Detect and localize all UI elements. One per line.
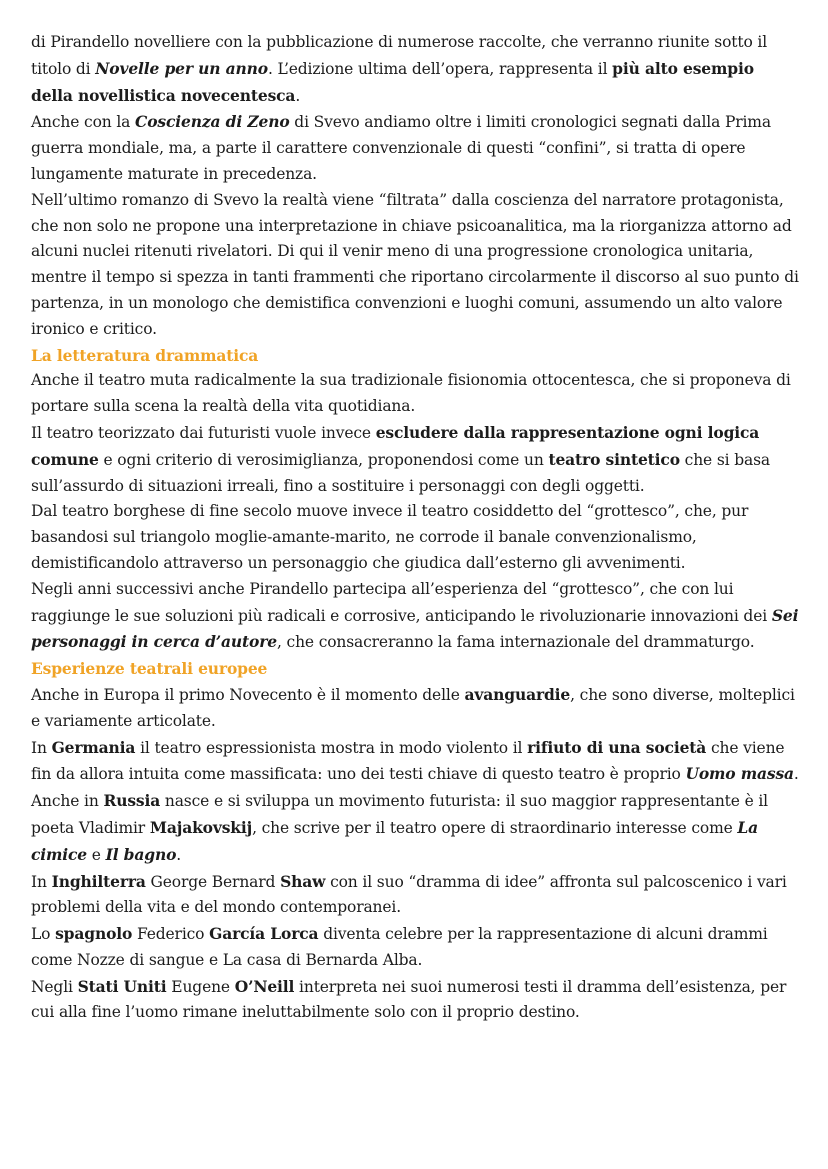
emphasized-text: Germania	[51, 737, 136, 757]
emphasized-text: Novelle per un anno	[95, 58, 268, 78]
text-run: di Pirandello novelliere con la pubblicazione di numerose raccolte, che verranno riunite sotto il titolo di	[31, 33, 768, 78]
text-run: e ogni criterio di verosimiglianza, proponendosi come un	[98, 450, 549, 469]
text-run: che viene fin da allora intuita come massificata: uno dei testi chiave di questo teatro è proprio	[31, 738, 785, 784]
emphasized-text: spagnolo	[55, 924, 133, 944]
text-run: Negli	[31, 977, 78, 996]
text-run: e	[87, 845, 106, 864]
emphasized-text: più alto esempio della novellistica novecentesca	[31, 58, 754, 105]
text-run: diventa celebre per la rappresentazione di alcuni drammi come Nozze di sangue e La casa di Bernarda Alba.	[31, 925, 768, 969]
emphasized-text: Inghilterra	[51, 871, 146, 891]
text-run: La letteratura drammatica	[31, 345, 259, 365]
emphasized-text: escludere dalla rappresentazione ogni logica comune	[31, 422, 760, 469]
text-run: . L’edizione ultima dell’opera, rappresenta il	[267, 59, 613, 78]
text-run: Federico	[132, 925, 210, 944]
text-run: il teatro espressionista mostra in modo violento il	[135, 738, 528, 757]
paragraph	[31, 109, 800, 187]
text-run: Eugene	[166, 977, 235, 996]
text-run: nasce e si sviluppa un movimento futurista: il suo maggior rappresentante è il poeta Vladimir	[31, 792, 768, 837]
paragraph	[31, 974, 800, 1027]
text-run: Dal teatro borghese di fine secolo muove invece il teatro cosiddetto del “grottesco”, che, pur basandosi sul triangolo moglie-amante-marito, ne corrode il banale convenzionalismo, demistificandolo attraverso un personaggio che giudica dall’esterno gli avvenimenti.	[31, 502, 749, 572]
emphasized-text: Il bagno	[105, 844, 177, 864]
text-run: con il suo “dramma di idee” affronta sul palcoscenico i vari problemi della vita e del mondo contemporanei.	[31, 872, 787, 917]
paragraph	[31, 788, 800, 868]
emphasized-text: Shaw	[280, 871, 326, 891]
paragraph	[31, 577, 800, 656]
emphasized-text: O’Neill	[234, 976, 295, 996]
text-run: In	[31, 872, 52, 891]
paragraph	[31, 30, 800, 109]
text-run: , che sono diverse, molteplici e variamente articolate.	[31, 685, 795, 730]
emphasized-text: rifiuto di una società	[527, 737, 707, 757]
paragraph	[31, 921, 800, 974]
text-run: di Svevo andiamo oltre i limiti cronologici segnati dalla Prima guerra mondiale, ma, a parte il carattere convenzionale di questi “confini”, si tratta di opere lungamente maturate in precedenza.	[31, 113, 771, 183]
paragraph	[31, 188, 800, 343]
emphasized-text: Russia	[103, 791, 161, 811]
text-run: Esperienze teatrali europee	[31, 659, 268, 679]
text-run: Anche con la	[31, 113, 136, 132]
emphasized-text: Stati Uniti	[77, 976, 167, 996]
emphasized-text: Majakovskij	[149, 817, 253, 837]
paragraph	[31, 420, 800, 499]
text-run: Negli anni successivi anche Pirandello partecipa all’esperienza del “grottesco”, che con lui raggiunge le sue soluzioni più radicali e corrosive, anticipando le rivoluzionarie innovazioni dei	[31, 579, 772, 625]
section-heading	[31, 656, 800, 682]
emphasized-text: teatro sintetico	[548, 449, 680, 469]
text-run: .	[176, 845, 182, 864]
paragraph	[31, 869, 800, 922]
text-run: .	[793, 765, 799, 784]
text-run: , che scrive per il teatro opere di straordinario interesse come	[252, 818, 738, 837]
text-run: che si basa sull’assurdo di situazioni irreali, fino a sostituire i personaggi con degli oggetti.	[31, 450, 770, 495]
emphasized-text: avanguardie	[464, 684, 571, 704]
emphasized-text: Sei personaggi in cerca d’autore	[31, 605, 799, 652]
section-heading	[31, 343, 800, 369]
text-run: George Bernard	[145, 872, 281, 891]
paragraph	[31, 735, 800, 789]
text-run: Nell’ultimo romanzo di Svevo la realtà viene “filtrata” dalla coscienza del narratore protagonista, che non solo ne propone una interpretazione in chiave psicoanalitica, ma la riorganizza attorno ad alcuni nuclei ritenuti rivelatori. Di qui il venir meno di una progressione cronologica unitaria, mentre il tempo si spezza in tanti frammenti che riportano circolarmente il discorso al suo punto di partenza, in un monologo che demistifica convenzioni e luoghi comuni, assumendo un alto valore ironico e critico.	[31, 190, 799, 338]
text-run: Il teatro teorizzato dai futuristi vuole invece	[31, 423, 376, 442]
paragraph	[31, 682, 800, 735]
text-run: interpreta nei suoi numerosi testi il dramma dell’esistenza, per cui alla fine l’uomo rimane ineluttabilmente solo con il proprio destino.	[31, 977, 787, 1022]
text-run: In	[31, 738, 52, 757]
text-run: Anche il teatro muta radicalmente la sua tradizionale fisionomia ottocentesca, che si proponeva di portare sulla scena la realtà della vita quotidiana.	[31, 371, 791, 416]
emphasized-text: La cimice	[31, 817, 759, 864]
emphasized-text: Coscienza di Zeno	[135, 112, 290, 132]
emphasized-text: García Lorca	[209, 924, 319, 944]
paragraph	[31, 368, 800, 420]
paragraph	[31, 499, 800, 576]
text-run: Anche in	[31, 792, 104, 811]
document-body	[31, 30, 800, 1026]
text-run: Lo	[31, 925, 56, 944]
text-run: .	[295, 86, 301, 105]
emphasized-text: Uomo massa	[685, 764, 794, 784]
text-run: , che consacreranno la fama internazionale del drammaturgo.	[276, 633, 755, 652]
text-run: Anche in Europa il primo Novecento è il momento delle	[31, 685, 465, 704]
